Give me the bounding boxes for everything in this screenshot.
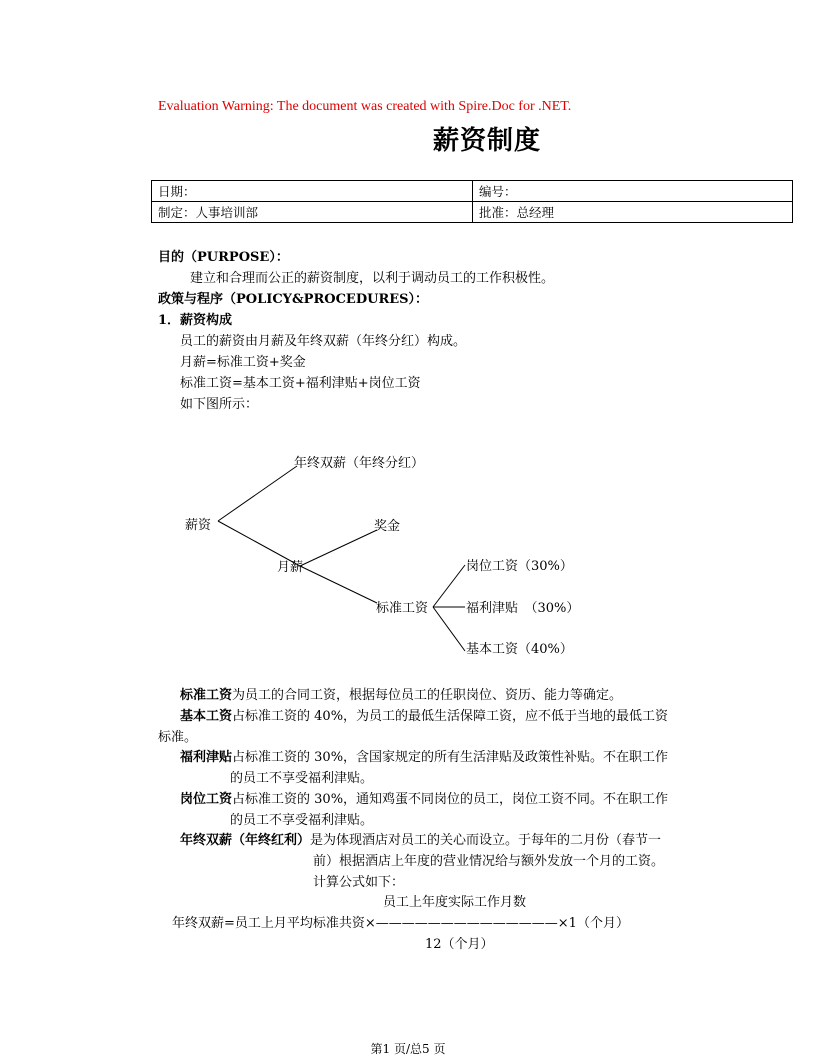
node-standard: 标准工资 xyxy=(376,601,429,616)
page-footer: 第1 页/总5 页 xyxy=(370,1042,446,1056)
def-yearend xyxy=(180,829,661,848)
evaluation-warning: Evaluation Warning: The document was created with Spire.Doc for .NET. xyxy=(158,99,572,114)
def-yearend-text-1: 是为体现酒店对员工的关心而设立。于每年的二月份（春节一 xyxy=(310,833,662,848)
def-basic xyxy=(180,705,668,724)
def-welfare xyxy=(180,746,668,765)
node-monthly: 月薪 xyxy=(277,560,304,575)
purpose-heading: 目的（PURPOSE）： xyxy=(158,250,289,265)
edge-standard-post xyxy=(433,565,465,607)
edge-monthly-bonus xyxy=(300,530,377,566)
def-basic-text-2: 标准。 xyxy=(158,730,198,745)
node-year-end: 年终双薪（年终分红） xyxy=(294,456,425,471)
node-bonus: 奖金 xyxy=(374,519,401,534)
def-post-text-2: 的员工不享受福利津贴。 xyxy=(230,813,374,828)
def-standard-term: 标准工资 xyxy=(180,688,233,703)
section1-line-3: 标准工资=基本工资+福利津贴+岗位工资 xyxy=(180,376,421,391)
formula-intro: 计算公式如下： xyxy=(313,875,405,890)
node-root: 薪资 xyxy=(185,518,212,533)
made-by-cell: 制定：人事培训部 xyxy=(152,202,473,223)
section1-line-1: 员工的薪资由月薪及年终双薪（年终分红）构成。 xyxy=(180,334,467,349)
page-title: 薪资制度 xyxy=(433,126,542,156)
number-cell: 编号： xyxy=(473,181,793,202)
def-post-text-1: 占标准工资的 30%，通知鸡蛋不同岗位的员工，岗位工资不同。不在职工作 xyxy=(232,792,669,807)
node-basic: 基本工资（40%） xyxy=(466,642,573,657)
def-welfare-term: 福利津贴 xyxy=(180,750,233,765)
node-post: 岗位工资（30%） xyxy=(466,559,573,574)
def-standard xyxy=(180,684,622,703)
formula-denominator: 12（个月） xyxy=(425,937,494,952)
def-yearend-text-2: 前）根据酒店上年度的营业情况给与额外发放一个月的工资。 xyxy=(313,854,665,869)
edge-monthly-standard xyxy=(300,566,377,603)
node-welfare: 福利津贴 （30%） xyxy=(466,601,580,616)
def-basic-term: 基本工资 xyxy=(180,709,233,724)
def-standard-text: 为员工的合同工资，根据每位员工的任职岗位、资历、能力等确定。 xyxy=(232,688,623,703)
date-cell: 日期： xyxy=(152,181,473,202)
def-yearend-term: 年终双薪（年终红利） xyxy=(180,833,311,848)
policy-heading: 政策与程序（POLICY&PROCEDURES）： xyxy=(158,292,429,307)
def-post-term: 岗位工资 xyxy=(180,792,233,807)
edge-root-yearend xyxy=(218,466,297,521)
def-welfare-text-2: 的员工不享受福利津贴。 xyxy=(230,771,374,786)
def-basic-text-1: 占标准工资的 40%，为员工的最低生活保障工资，应不低于当地的最低工资 xyxy=(232,709,669,724)
section1-line-4: 如下图所示： xyxy=(180,397,259,412)
def-post xyxy=(180,788,668,807)
purpose-text: 建立和合理而公正的薪资制度，以利于调动员工的工作积极性。 xyxy=(190,271,555,286)
section1-line-2: 月薪=标准工资+奖金 xyxy=(180,355,306,370)
approved-by-cell: 批准：总经理 xyxy=(473,202,793,223)
formula-numerator: 员工上年度实际工作月数 xyxy=(383,895,527,910)
formula-main: 年终双薪=员工上月平均标准共资×——————————————×1（个月） xyxy=(172,916,629,931)
def-welfare-text-1: 占标准工资的 30%，含国家规定的所有生活津贴及政策性补贴。不在职工作 xyxy=(232,750,669,765)
section1-heading: 1．薪资构成 xyxy=(158,313,233,328)
edge-standard-basic xyxy=(433,607,465,651)
